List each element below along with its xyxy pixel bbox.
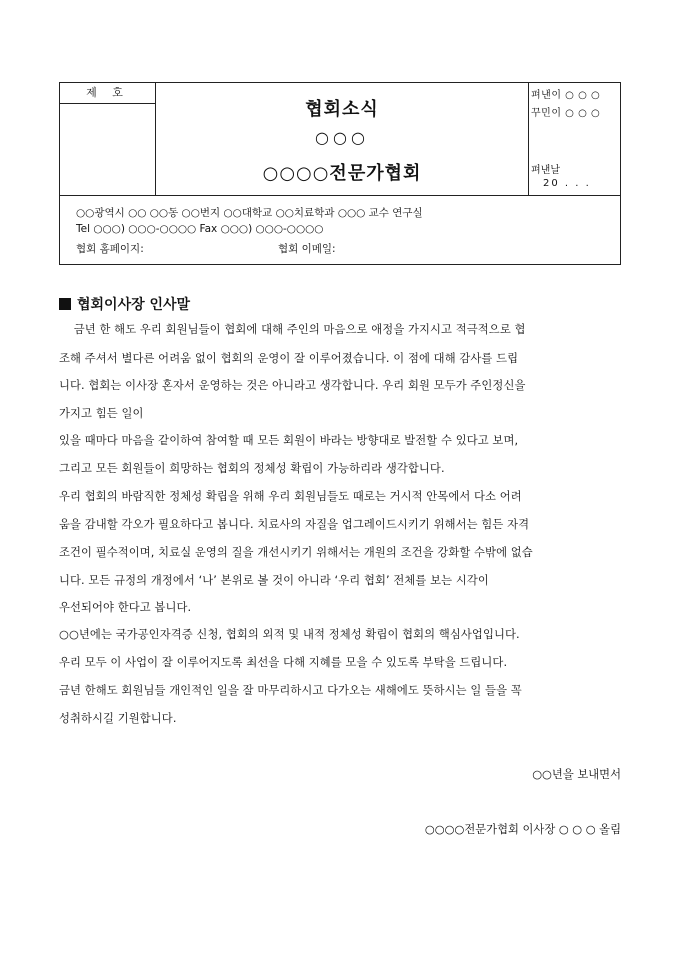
publish-date-label: 펴낸날	[531, 165, 560, 176]
section-heading	[59, 294, 190, 314]
publisher-line: 펴낸이 ○ ○ ○	[531, 90, 601, 101]
body-line: 움을 감내할 각오가 필요하다고 봅니다. 치료사의 자질을 업그레이드시키기 위해서는 힘든 자격	[59, 518, 530, 531]
issue-number-label: 제 호	[60, 83, 155, 104]
body-line: 그리고 모든 회원들이 희망하는 협회의 정체성 확립이 가능하리라 생각합니다.	[59, 462, 445, 475]
black-square-bullet-icon	[59, 298, 71, 310]
email-label: 협회 이메일:	[278, 243, 336, 255]
editor-line: 꾸민이 ○ ○ ○	[531, 108, 601, 119]
body-line: 우선되어야 한다고 봅니다.	[59, 601, 192, 614]
body-line: 조건이 필수적이며, 치료실 운영의 질을 개선시키기 위해서는 개원의 조건을 강화할 수밖에 없습	[59, 546, 533, 559]
address-line: ○○광역시 ○○ ○○동 ○○번지 ○○대학교 ○○치료학과 ○○○ 교수 연구실	[76, 207, 423, 219]
body-line: 조해 주셔서 별다른 어려움 없이 협회의 운영이 잘 이루어졌습니다. 이 점에 대해 감사를 드립	[59, 352, 519, 365]
phone-fax-line: Tel ○○○) ○○○-○○○○ Fax ○○○) ○○○-○○○○	[76, 223, 324, 235]
body-line: 우리 모두 이 사업이 잘 이루어지도록 최선을 다해 지혜를 모을 수 있도록 부탁을 드립니다.	[59, 656, 508, 669]
newsletter-title: 협회소식	[305, 99, 379, 120]
body-line: 우리 협회의 바람직한 정체성 확립을 위해 우리 회원님들도 때로는 거시적 안목에서 다소 어려	[59, 490, 522, 503]
body-line: 가지고 힘든 일이	[59, 407, 144, 420]
newsletter-header-box	[59, 82, 621, 265]
address-block	[60, 196, 620, 264]
publication-info-cell	[529, 83, 621, 195]
body-line: 성취하시길 기원합니다.	[59, 712, 177, 725]
body-line: 니다. 모든 규정의 개정에서 ‘나’ 본위로 볼 것이 아니라 ‘우리 협회’ 전체를 보는 시각이	[59, 574, 489, 587]
body-line: 금년 한 해도 우리 회원님들이 협회에 대해 주인의 마음으로 애정을 가지시고 적극적으로 협	[59, 323, 526, 336]
header-title-cell	[156, 83, 529, 195]
body-line: 있을 때마다 마음을 같이하여 참여할 때 모든 회원이 바라는 방향대로 발전할 수 있다고 보며,	[59, 434, 519, 447]
closing-date-line: ○○년을 보내면서	[532, 768, 621, 781]
body-line: ○○년에는 국가공인자격증 신청, 협회의 외적 및 내적 정체성 확립이 협회의 핵심사업입니다.	[59, 628, 520, 641]
newsletter-subtitle: ○○○	[315, 128, 369, 147]
homepage-label: 협회 홈페이지:	[76, 243, 144, 255]
signature-line: ○○○○전문가협회 이사장 ○ ○ ○ 올림	[424, 823, 621, 836]
section-heading-text: 협회이사장 인사말	[77, 297, 191, 313]
association-name: ○○○○전문가협회	[262, 163, 422, 184]
publish-date-value: 20 . . .	[543, 178, 591, 189]
header-top-row	[60, 83, 620, 196]
body-line: 니다. 협회는 이사장 혼자서 운영하는 것은 아니라고 생각합니다. 우리 회원 모두가 주인정신을	[59, 379, 526, 392]
issue-number-cell	[60, 83, 156, 195]
body-line: 금년 한해도 회원님들 개인적인 일을 잘 마무리하시고 다가오는 새해에도 뜻하시는 일 들을 꼭	[59, 684, 522, 697]
